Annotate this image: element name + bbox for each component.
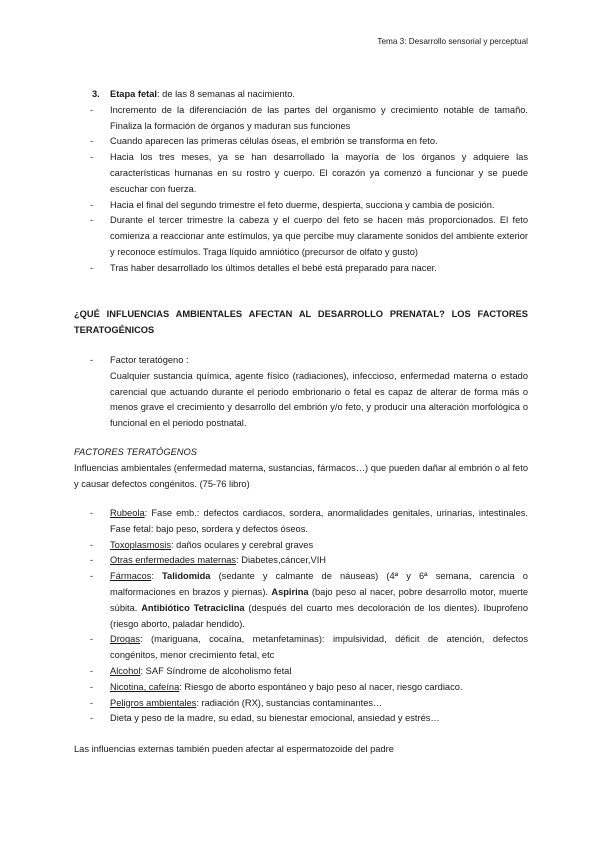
aspirina-text: (bajo peso al nacer, pobre desarrollo motor, muerte súbita. [110,586,528,613]
list-item [74,103,528,135]
antibiotico-text: (después del cuarto mes decoloración de los dientes). Ibuprofeno (riesgo aborto, paladar hendido). [110,602,529,629]
otras-label: Otras enfermedades maternas [110,555,237,566]
antibiotico-label: Antibiótico Tetraciclina [141,602,245,613]
list-item-text: Hacia el final del segundo trimestre el feto duerme, despierta, succiona y cambia de posición. [110,199,495,210]
list-item [74,150,528,197]
list-bullet: - [90,634,94,645]
farmacos-label: Fármacos [110,571,152,582]
etapa-fetal-list [74,87,528,277]
list-bullet: - [90,136,94,147]
list-bullet: - [90,215,94,226]
factor-teratogeno-section [74,353,528,432]
factor-list [74,353,528,369]
list-bullet: - [90,355,94,365]
talidomida-text: (sedante y calmante de náuseas) (4ª y 6ª semana, carencia o malformaciones en brazos y piernas). [110,571,528,597]
etapa-fetal-heading [74,87,528,103]
talidomida-label: Talidomida [162,571,211,582]
list-item-text: Cuando aparecen las primeras células óseas, el embrión se transforma en feto. [110,136,438,147]
list-bullet: - [90,665,94,676]
list-item [74,134,528,150]
etapa-fetal-title: Etapa fetal [110,89,158,99]
list-number: 3. [92,89,100,99]
list-bullet: - [90,571,94,582]
list-item-rubeola [74,506,528,538]
factor-label-item [74,353,528,369]
list-item-text: Durante el tercer trimestre la cabeza y el cuerpo del feto se hacen más proporcionados. El feto comienza a reaccionar ante estímulos, ya que percibe muy claramente sonidos del ambiente exterior y reconoce estímulos. Traga líquido amniótico (precursor de olfato y gusto) [110,215,528,257]
drogas-text: : (mariguana, cocaína, metanfetaminas): impulsividad, déficit de atención, defectos congénitos, menor crecimiento fetal, etc [110,634,528,661]
list-item-text: Hacia los tres meses, ya se han desarrollado la mayoría de los órganos y adquiere las características humanas en su rostro y cuerpo. El corazón ya comenzó a funcionar y se puede escuchar con fuerza. [110,152,528,194]
alcohol-label: Alcohol [110,665,141,676]
factores-list [74,506,528,727]
list-bullet: - [90,104,94,115]
list-item-nicotina [74,680,528,696]
nicotina-label: Nicotina, cafeína [110,681,180,692]
aspirina-label: Aspirina [271,586,309,597]
list-bullet: - [90,713,94,724]
factores-section [74,445,528,492]
list-bullet: - [90,681,94,692]
list-item [74,198,528,214]
list-item-farmacos [74,569,528,632]
peligros-text: : radiación (RX), sustancias contaminantes… [196,697,383,708]
list-bullet: - [90,508,94,518]
section-heading: ¿QUÉ INFLUENCIAS AMBIENTALES AFECTAN AL DESARROLLO PRENATAL? LOS FACTORES TERATOGÉNICOS [74,309,528,335]
list-bullet: - [90,199,94,210]
rubeola-label: Rubeola [110,508,145,518]
list-item-alcohol [74,664,528,680]
toxo-label: Toxoplasmosis [110,539,171,550]
list-bullet: - [90,262,94,273]
alcohol-text: : SAF Síndrome de alcoholismo fetal [140,665,292,676]
etapa-fetal-title-rest: : de las 8 semanas al nacimiento. [157,89,295,99]
list-item-otras [74,553,528,569]
nicotina-text: : Riesgo de aborto espontáneo y bajo peso al nacer, riesgo cardiaco. [179,681,463,692]
list-item-text: Tras haber desarrollado los últimos detalles el bebé está preparado para nacer. [110,262,437,273]
etapa-fetal-section [74,87,528,277]
factores-intro: Influencias ambientales (enfermedad materna, sustancias, fármacos…) que pueden dañar al embrión o al feto y causar defectos congénitos. (75-76 libro) [74,462,528,489]
list-item-dieta [74,711,528,727]
closing-paragraph: Las influencias externas también pueden afectar al espermatozoide del padre [74,744,394,754]
peligros-label: Peligros ambientales [110,697,197,708]
toxo-text: : daños oculares y cerebral graves [170,539,314,550]
list-item-text: Incremento de la diferenciación de las partes del organismo y crecimiento notable de tamaño. Finaliza la formación de órganos y maduran sus funciones [110,104,528,131]
list-item [74,213,528,260]
list-bullet: - [90,555,94,566]
list-item-drogas [74,632,528,664]
factor-definition: Cualquier sustancia química, agente físico (radiaciones), infeccioso, enfermedad materna o estado carencial que actuando durante el periodo embrionario o fetal es capaz de alterar de forma más o menos grave el crecimiento y desarrollo del embrión y/o feto, y producir una alteración morfológica o funcional en el periodo postnatal. [110,370,528,429]
farmacos-sep: : [151,571,163,582]
factor-label: Factor teratógeno : [110,355,189,365]
rubeola-text: : Fase emb.: defectos cardiacos, sordera, anormalidades genitales, urinarias, intestinales. Fase fetal: bajo peso, sordera y defectos óseos. [110,508,528,534]
list-item [74,261,528,277]
dieta-text: Dieta y peso de la madre, su edad, su bienestar emocional, ansiedad y estrés… [110,713,440,724]
otras-text: : Diabetes,cáncer,VIH [236,555,327,566]
drogas-label: Drogas [110,634,140,645]
factores-list-section [74,506,528,727]
list-bullet: - [90,539,94,550]
list-item-toxoplasmosis [74,538,528,554]
list-item-peligros [74,696,528,712]
list-bullet: - [90,697,94,708]
page-header: Tema 3: Desarrollo sensorial y perceptual [377,37,528,46]
factores-subheading: FACTORES TERATÓGENOS [74,447,197,457]
list-bullet: - [90,152,94,163]
